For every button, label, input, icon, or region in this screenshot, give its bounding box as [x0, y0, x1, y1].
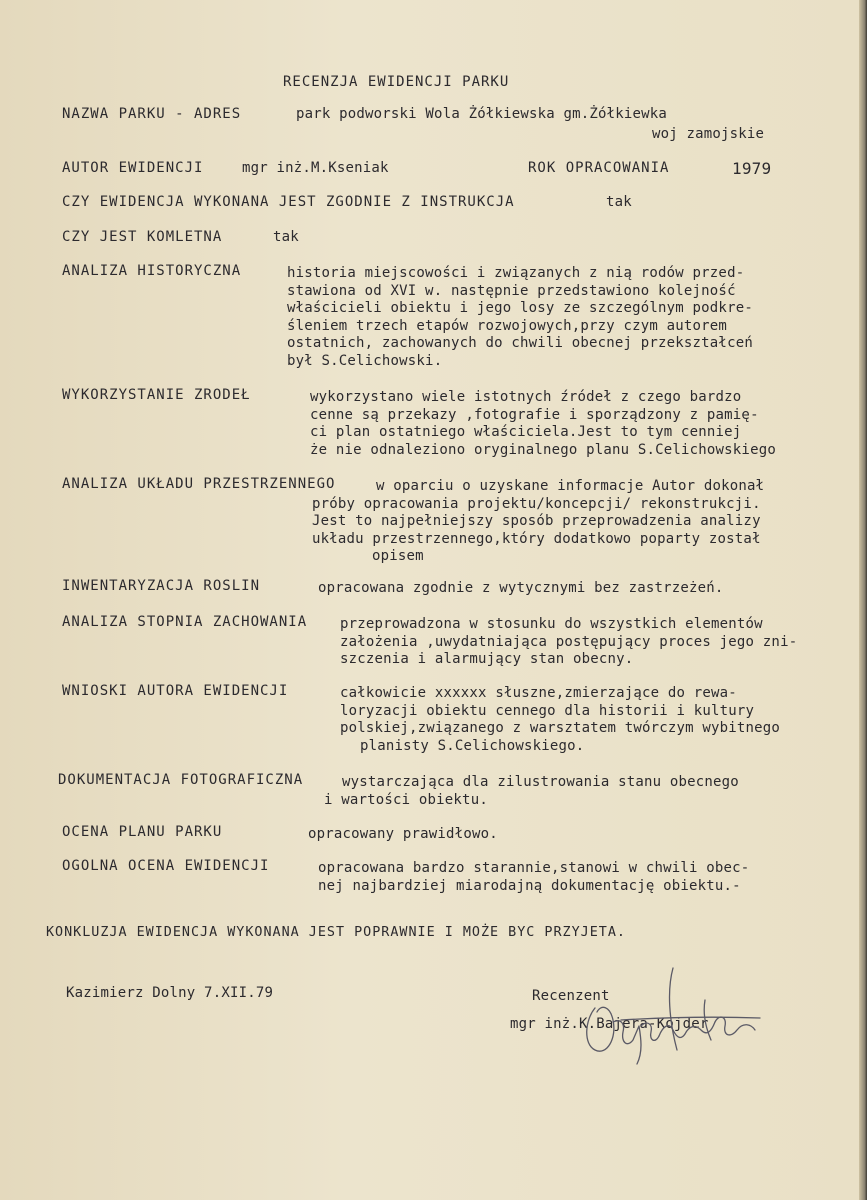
text-line: szczenia i alarmujący stan obecny. — [340, 651, 634, 667]
author-label: AUTOR EWIDENCJI — [62, 160, 204, 176]
reviewer-name: mgr inż.K.Bajera-Kojder — [510, 1016, 709, 1032]
text-line: opisem — [372, 548, 424, 564]
text-line: w oparciu o uzyskane informacje Autor dokonał — [376, 478, 765, 494]
author-value: mgr inż.M.Kseniak — [242, 160, 389, 176]
handwritten-signature — [555, 960, 775, 1070]
text-line: stawiona od XVI w. następnie przedstawiono kolejność — [287, 282, 736, 299]
text-line: ci plan ostatniego właściciela.Jest to tym cenniej — [310, 424, 742, 440]
section-label-plant-inventory: INWENTARYZACJA ROSLIN — [62, 578, 261, 594]
text-line: planisty S.Celichowskiego. — [360, 737, 585, 754]
text-line: śleniem trzech etapów rozwojowych,przy czym autorem — [287, 317, 728, 334]
text-line: loryzacji obiektu cennego dla historii i kultury — [340, 702, 755, 719]
text-line: właścicieli obiektu i jego losy ze szczególnym podkre- — [287, 300, 753, 316]
park-name-label: NAZWA PARKU - ADRES — [62, 106, 242, 122]
section-label-spatial-analysis: ANALIZA UKŁADU PRZESTRZENNEGO — [62, 476, 336, 492]
conclusion: KONKLUZJA EWIDENCJA WYKONANA JEST POPRAWNIE I MOŻE BYC PRZYJETA. — [46, 925, 626, 940]
section-text-spatial-analysis — [312, 478, 764, 566]
reviewer-label: Recenzent — [532, 988, 610, 1004]
text-line: że nie odnaleziono oryginalnego planu S.Celichowskiego — [310, 441, 776, 458]
section-label-historical-analysis: ANALIZA HISTORYCZNA — [62, 263, 242, 279]
text-line: wystarczająca dla zilustrowania stanu obecnego — [342, 774, 739, 790]
section-text-plant-inventory — [318, 580, 724, 598]
text-line: i wartości obiektu. — [324, 791, 488, 808]
text-line: przeprowadzona w stosunku do wszystkich elementów — [340, 616, 763, 632]
section-label-author-conclusions: WNIOSKI AUTORA EWIDENCJI — [62, 683, 289, 699]
document-title: RECENZJA EWIDENCJI PARKU — [283, 74, 510, 90]
text-line: był S.Celichowski. — [287, 352, 443, 369]
section-text-historical-analysis — [287, 265, 753, 370]
section-label-sources: WYKORZYSTANIE ZRODEŁ — [62, 387, 251, 403]
text-line: założenia ,uwydatniająca postępujący proces jego zni- — [340, 633, 798, 650]
section-text-park-plan — [308, 826, 498, 844]
section-label-park-plan: OCENA PLANU PARKU — [62, 824, 223, 840]
park-voivodeship: woj zamojskie — [652, 126, 765, 142]
section-label-overall-assessment: OGOLNA OCENA EWIDENCJI — [62, 858, 270, 874]
compliance-label: CZY EWIDENCJA WYKONANA JEST ZGODNIE Z INSTRUKCJA — [62, 194, 515, 210]
completeness-label: CZY JEST KOMLETNA — [62, 229, 223, 245]
completeness-value: tak — [273, 229, 299, 245]
place-and-date: Kazimierz Dolny 7.XII.79 — [66, 985, 274, 1001]
section-label-photo-documentation: DOKUMENTACJA FOTOGRAFICZNA — [58, 772, 304, 788]
section-label-preservation: ANALIZA STOPNIA ZACHOWANIA — [62, 614, 308, 630]
text-line: ostatnich, zachowanych do chwili obecnej przekształceń — [287, 335, 753, 351]
text-line: całkowicie xxxxxx słuszne,zmierzające do rewa- — [340, 685, 737, 701]
year-value: 1979 — [732, 159, 772, 178]
text-line: nej najbardziej miarodajną dokumentację obiektu.- — [318, 877, 741, 894]
section-text-overall-assessment — [318, 860, 749, 895]
section-text-author-conclusions — [340, 685, 780, 755]
text-line: opracowany prawidłowo. — [308, 826, 498, 842]
text-line: historia miejscowości i związanych z nią rodów przed- — [287, 265, 745, 281]
year-label: ROK OPRACOWANIA — [528, 160, 670, 176]
park-name-value: park podworski Wola Żółkiewska gm.Żółkiewka — [296, 106, 668, 122]
text-line: cenne są przekazy ,fotografie i sporządzony z pamię- — [310, 406, 759, 423]
section-text-sources — [310, 389, 776, 459]
section-text-preservation — [340, 616, 797, 669]
page-edge-shadow — [859, 0, 867, 1200]
text-line: wykorzystano wiele istotnych źródeł z czego bardzo — [310, 389, 742, 405]
compliance-value: tak — [606, 194, 632, 210]
text-line: układu przestrzennego,który dodatkowo poparty został — [312, 530, 761, 547]
text-line: polskiej,związanego z warsztatem twórczym wybitnego — [340, 720, 781, 736]
text-line: opracowana zgodnie z wytycznymi bez zastrzeżeń. — [318, 580, 724, 596]
text-line: próby opracowania projektu/koncepcji/ rekonstrukcji. — [312, 495, 761, 512]
section-text-photo-documentation — [324, 774, 739, 809]
text-line: opracowana bardzo starannie,stanowi w chwili obec- — [318, 860, 750, 876]
text-line: Jest to najpełniejszy sposób przeprowadzenia analizy — [312, 513, 761, 529]
